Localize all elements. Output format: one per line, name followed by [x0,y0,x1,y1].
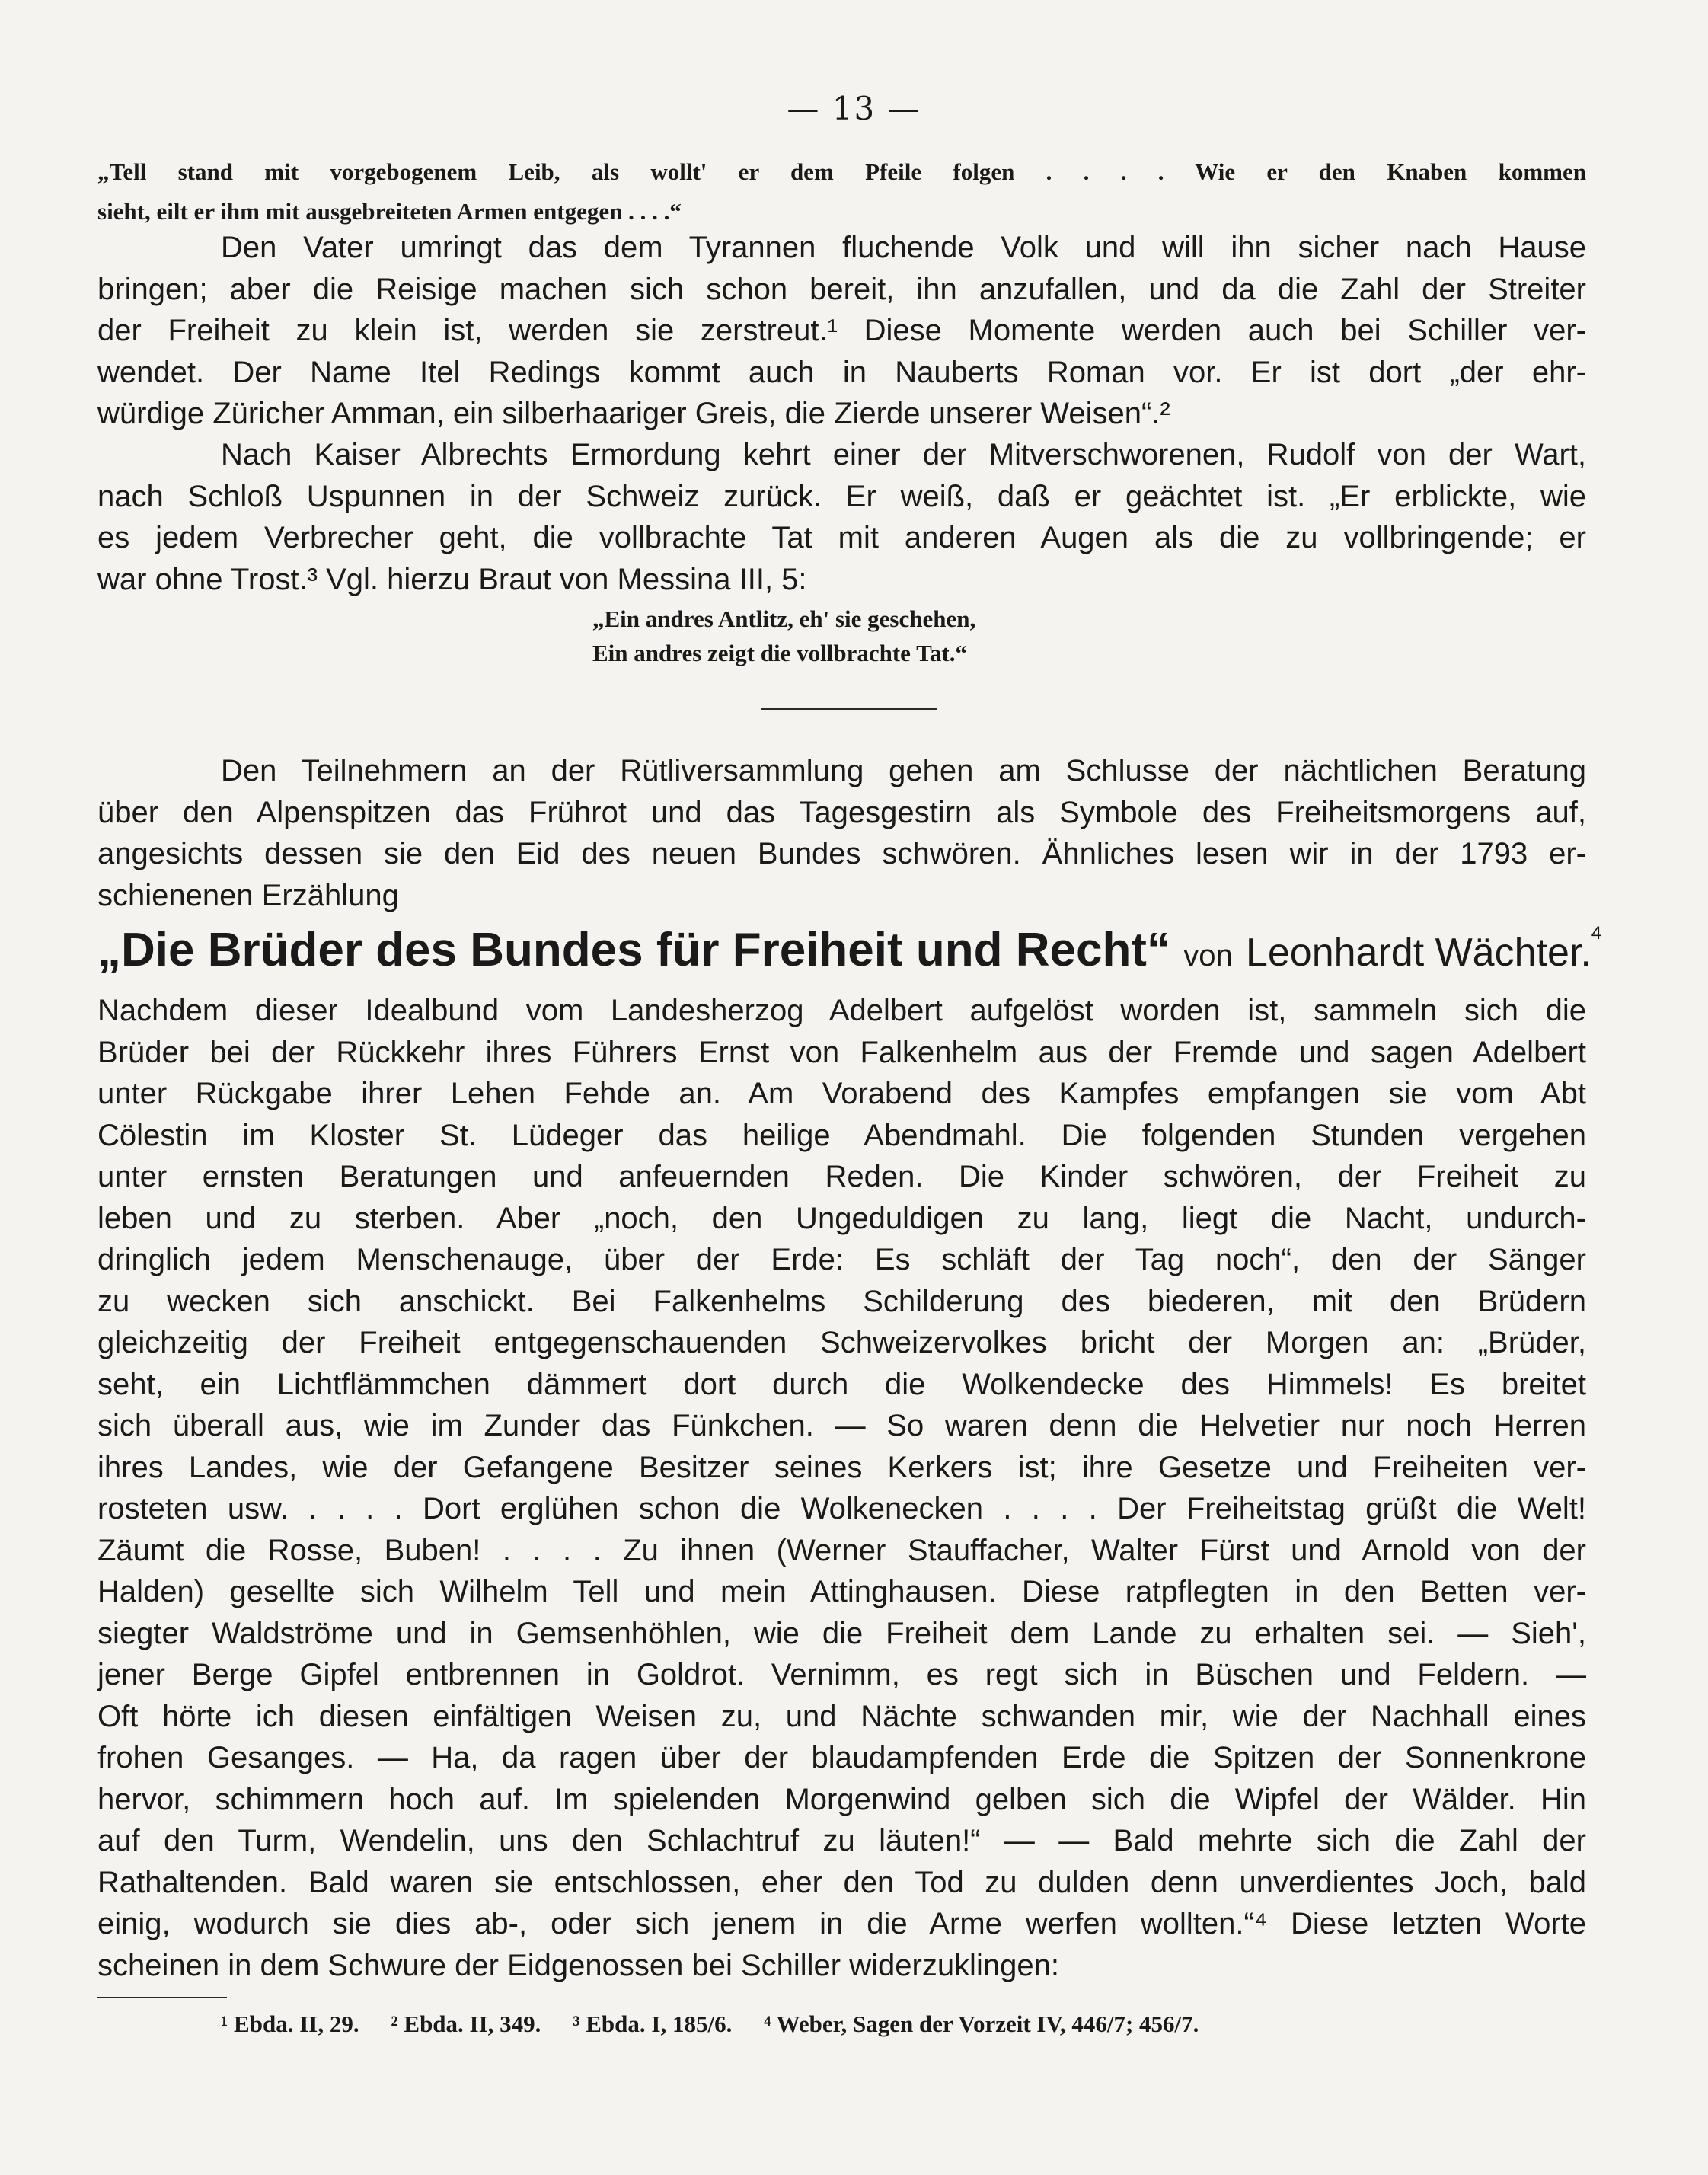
text-line: Den Teilnehmern an der Rütliversammlung gehen am Schlusse der nächtlichen Beratung [221,754,1586,787]
page-number: — 13 — [787,90,921,127]
paragraph-4 [97,990,1586,1986]
verse-quote [592,602,1278,670]
text-line: Cölestin im Kloster St. Lüdeger das heilige Abendmahl. Die folgenden Stunden vergehen [97,1118,1586,1152]
text-line: war ohne Trost.³ Vgl. hierzu Braut von Messina III, 5: [97,562,807,596]
verse-line: Ein andres zeigt die vollbrachte Tat.“ [592,640,968,666]
text-line: auf den Turm, Wendelin, uns den Schlachtruf zu läuten!“ — — Bald mehrte sich die Zahl der [97,1824,1586,1857]
text-line: hervor, schimmern hoch auf. Im spielenden Morgenwind gelben sich die Wipfel der Wälder. Hin [97,1782,1586,1816]
text-line: einig, wodurch sie dies ab-, oder sich jenem in die Arme werfen wollten.“⁴ Diese letzten Worte [97,1907,1586,1940]
text-line: jener Berge Gipfel entbrennen in Goldrot. Vernimm, es regt sich in Büschen und Feldern. — [97,1658,1586,1691]
text-line: unter ernsten Beratungen und anfeuernden Reden. Die Kinder schwören, der Freiheit zu [97,1160,1586,1193]
text-line: rosteten usw. . . . . Dort erglühen schon die Wolkenecken . . . . Der Freiheitstag grüßt die Welt! [97,1492,1586,1525]
footnote-rule [97,1997,227,1998]
footnote-marker: 4 [1591,923,1602,944]
text-line: Zäumt die Rosse, Buben! . . . . Zu ihnen (Werner Stauffacher, Walter Fürst und Arnold von der [97,1533,1586,1567]
text-line: würdige Züricher Amman, ein silberhaariger Greis, die Zierde unserer Weisen“.² [97,397,1170,430]
text-line: Oft hörte ich diesen einfältigen Weisen zu, und Nächte schwanden mir, wie der Nachhall eines [97,1699,1586,1733]
text-line: es jedem Verbrecher geht, die vollbrachte Tat mit anderen Augen als die zu vollbringende; er [97,521,1586,554]
paragraph-3 [97,750,1586,916]
footnote-3: ³ Ebda. I, 185/6. [573,2011,733,2037]
footnotes [221,2011,1591,2038]
footnote-1: ¹ Ebda. II, 29. [221,2011,359,2037]
text-line: Nach Kaiser Albrechts Ermordung kehrt einer der Mitverschworenen, Rudolf von der Wart, [221,438,1586,471]
story-heading [97,923,1602,977]
text-line: ihres Landes, wie der Gefangene Besitzer seines Kerkers ist; ihre Gesetze und Freiheiten ver- [97,1450,1586,1484]
text-line: siegter Waldströme und in Gemsenhöhlen, wie die Freiheit dem Lande zu erhalten sei. — Sieh', [97,1616,1586,1650]
text-line: Nachdem dieser Idealbund vom Landesherzog Adelbert aufgelöst worden ist, sammeln sich die [97,994,1586,1027]
story-title: „Die Brüder des Bundes für Freiheit und Recht“ [97,924,1170,976]
text-line: frohen Gesanges. — Ha, da ragen über der blaudampfenden Erde die Spitzen der Sonnenkrone [97,1741,1586,1774]
text-line: der Freiheit zu klein ist, werden sie zerstreut.¹ Diese Momente werden auch bei Schiller ver- [97,314,1586,347]
text-line: seht, ein Lichtflämmchen dämmert dort durch die Wolkendecke des Himmels! Es breitet [97,1367,1586,1401]
text-line: Den Vater umringt das dem Tyrannen fluchende Volk und will ihn sicher nach Hause [221,231,1586,264]
footnote-4: ⁴ Weber, Sagen der Vorzeit IV, 446/7; 456/7. [764,2011,1199,2037]
text-line: Halden) gesellte sich Wilhelm Tell und mein Attinghausen. Diese ratpflegten in den Betten ver- [97,1575,1586,1608]
text-line: angesichts dessen sie den Eid des neuen Bundes schwören. Ähnliches lesen wir in der 1793 er- [97,837,1586,870]
text-line: sieht, eilt er ihm mit ausgebreiteten Armen entgegen . . . .“ [97,198,682,225]
text-line: zu wecken sich anschickt. Bei Falkenhelms Schilderung des biederen, mit den Brüdern [97,1284,1586,1318]
text-line: bringen; aber die Reisige machen sich schon bereit, ihn anzufallen, und da die Zahl der Streiter [97,272,1586,306]
paragraph-2 [97,434,1586,600]
section-divider [761,708,937,710]
text-line: nach Schloß Uspunnen in der Schweiz zurück. Er weiß, daß er geächtet ist. „Er erblickte, wie [97,479,1586,513]
footnote-2: ² Ebda. II, 349. [391,2011,541,2037]
paragraph-1 [97,227,1586,435]
text-line: wendet. Der Name Itel Redings kommt auch in Nauberts Roman vor. Er ist dort „der ehr- [97,355,1586,389]
text-line: „Tell stand mit vorgebogenem Leib, als wollt' er dem Pfeile folgen . . . . Wie er den Knaben kommen [97,158,1586,185]
text-line: leben und zu sterben. Aber „noch, den Ungeduldigen zu lang, liegt die Nacht, undurch- [97,1201,1586,1235]
verse-line: „Ein andres Antlitz, eh' sie geschehen, [592,605,976,632]
text-line: Rathaltenden. Bald waren sie entschlossen, eher den Tod zu dulden denn unverdientes Joch, bald [97,1865,1586,1899]
text-line: schienenen Erzählung [97,878,399,912]
quote-top [97,152,1586,232]
heading-von: von [1183,939,1233,973]
text-line: gleichzeitig der Freiheit entgegenschauenden Schweizervolkes bricht der Morgen an: „Brüder, [97,1326,1586,1359]
story-author: Leonhardt Wächter. [1245,931,1591,975]
text-line: Brüder bei der Rückkehr ihres Führers Ernst von Falkenhelm aus der Fremde und sagen Adelbert [97,1035,1586,1069]
text-line: unter Rückgabe ihrer Lehen Fehde an. Am Vorabend des Kampfes empfangen sie vom Abt [97,1077,1586,1110]
text-line: über den Alpenspitzen das Frührot und das Tagesgestirn als Symbole des Freiheitsmorgens auf, [97,795,1586,829]
text-line: sich überall aus, wie im Zunder das Fünkchen. — So waren denn die Helvetier nur noch Herren [97,1409,1586,1442]
text-line: dringlich jedem Menschenauge, über der Erde: Es schläft der Tag noch“, den der Sänger [97,1243,1586,1276]
text-line: scheinen in dem Schwure der Eidgenossen bei Schiller widerzuklingen: [97,1948,1059,1982]
